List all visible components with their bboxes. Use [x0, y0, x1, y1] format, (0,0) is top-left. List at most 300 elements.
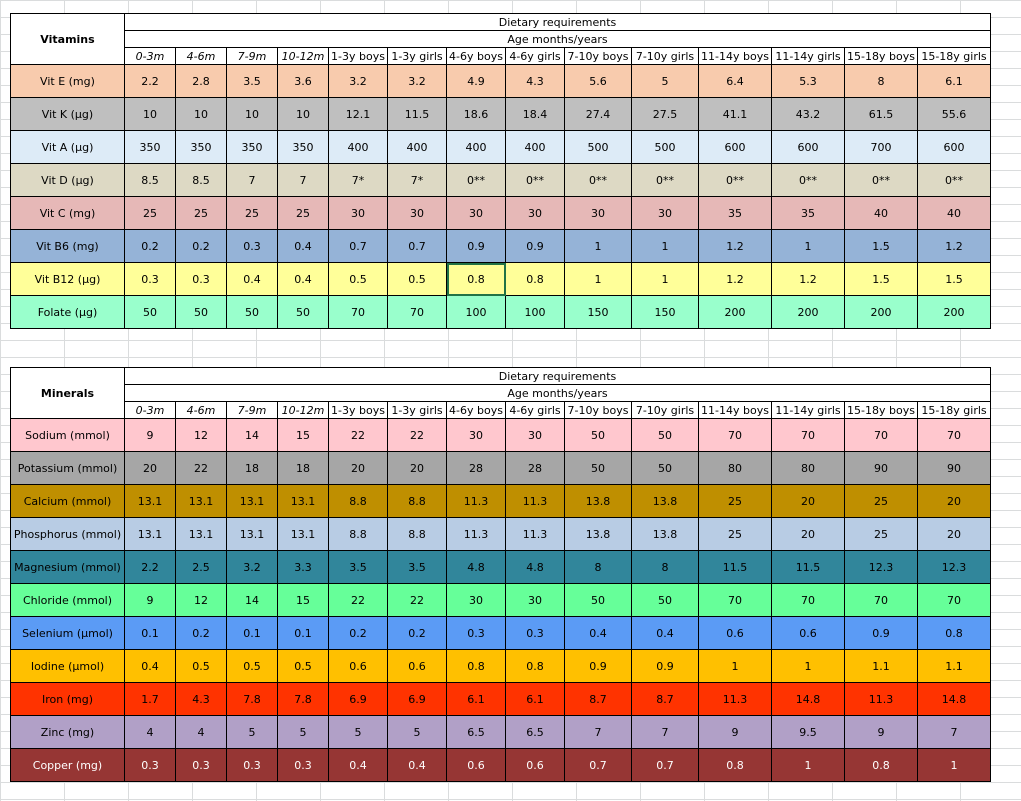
value-cell[interactable]: 0.4: [388, 749, 447, 782]
value-cell[interactable]: 7: [278, 164, 329, 197]
value-cell[interactable]: 30: [447, 584, 506, 617]
value-cell[interactable]: 3.2: [388, 65, 447, 98]
value-cell[interactable]: 50: [565, 452, 632, 485]
value-cell[interactable]: 8: [565, 551, 632, 584]
value-cell[interactable]: 0**: [772, 164, 845, 197]
value-cell[interactable]: 50: [632, 452, 699, 485]
value-cell[interactable]: 1.1: [845, 650, 918, 683]
value-cell[interactable]: 0.4: [227, 263, 278, 296]
row-label[interactable]: Phosphorus (mmol): [11, 518, 125, 551]
minerals-header[interactable]: Minerals: [11, 368, 125, 419]
value-cell[interactable]: 0**: [845, 164, 918, 197]
value-cell[interactable]: 4: [176, 716, 227, 749]
value-cell[interactable]: 150: [565, 296, 632, 329]
dietary-requirements-header[interactable]: Dietary requirements: [125, 14, 991, 31]
value-cell[interactable]: 90: [845, 452, 918, 485]
value-cell[interactable]: 8.7: [565, 683, 632, 716]
age-header[interactable]: Age months/years: [125, 385, 991, 402]
age-col-header[interactable]: 7-9m: [227, 402, 278, 419]
value-cell[interactable]: 4.8: [447, 551, 506, 584]
value-cell[interactable]: 13.1: [227, 518, 278, 551]
value-cell[interactable]: 1.7: [125, 683, 176, 716]
value-cell[interactable]: 7*: [329, 164, 388, 197]
row-label[interactable]: Vit C (mg): [11, 197, 125, 230]
value-cell[interactable]: 0.6: [447, 749, 506, 782]
value-cell[interactable]: 8: [632, 551, 699, 584]
row-label[interactable]: Calcium (mmol): [11, 485, 125, 518]
value-cell[interactable]: 7: [565, 716, 632, 749]
value-cell[interactable]: 0.4: [565, 617, 632, 650]
value-cell[interactable]: 15: [278, 584, 329, 617]
value-cell[interactable]: 7: [918, 716, 991, 749]
value-cell[interactable]: 0.2: [125, 230, 176, 263]
value-cell[interactable]: 30: [329, 197, 388, 230]
value-cell[interactable]: 5: [329, 716, 388, 749]
value-cell[interactable]: 70: [772, 584, 845, 617]
value-cell[interactable]: 15: [278, 419, 329, 452]
value-cell[interactable]: 0.9: [447, 230, 506, 263]
value-cell[interactable]: 1: [699, 650, 772, 683]
value-cell[interactable]: 0.8: [845, 749, 918, 782]
value-cell[interactable]: 11.5: [772, 551, 845, 584]
value-cell[interactable]: 100: [447, 296, 506, 329]
value-cell[interactable]: 22: [176, 452, 227, 485]
row-label[interactable]: Vit B6 (mg): [11, 230, 125, 263]
row-label[interactable]: Vit A (µg): [11, 131, 125, 164]
value-cell[interactable]: 0.8: [918, 617, 991, 650]
age-col-header[interactable]: 4-6y boys: [447, 402, 506, 419]
value-cell[interactable]: 30: [506, 419, 565, 452]
value-cell[interactable]: 22: [388, 419, 447, 452]
value-cell[interactable]: 50: [227, 296, 278, 329]
value-cell[interactable]: 5: [632, 65, 699, 98]
row-label[interactable]: Iodine (µmol): [11, 650, 125, 683]
value-cell[interactable]: 2.2: [125, 65, 176, 98]
value-cell[interactable]: 30: [565, 197, 632, 230]
value-cell[interactable]: 0.1: [278, 617, 329, 650]
value-cell[interactable]: 22: [329, 584, 388, 617]
value-cell[interactable]: 13.1: [125, 518, 176, 551]
value-cell[interactable]: 350: [176, 131, 227, 164]
age-col-header[interactable]: 11-14y boys: [699, 402, 772, 419]
value-cell[interactable]: 5.6: [565, 65, 632, 98]
row-label[interactable]: Copper (mg): [11, 749, 125, 782]
value-cell[interactable]: 50: [632, 419, 699, 452]
value-cell[interactable]: 14.8: [918, 683, 991, 716]
value-cell[interactable]: 25: [125, 197, 176, 230]
value-cell[interactable]: 6.1: [918, 65, 991, 98]
value-cell[interactable]: 700: [845, 131, 918, 164]
value-cell[interactable]: 0.8: [506, 263, 565, 296]
value-cell[interactable]: 0**: [918, 164, 991, 197]
value-cell[interactable]: 61.5: [845, 98, 918, 131]
age-col-header[interactable]: 7-10y boys: [565, 48, 632, 65]
age-col-header[interactable]: 4-6y girls: [506, 402, 565, 419]
value-cell[interactable]: 28: [447, 452, 506, 485]
value-cell[interactable]: 30: [388, 197, 447, 230]
value-cell[interactable]: 20: [918, 518, 991, 551]
value-cell[interactable]: 0.4: [329, 749, 388, 782]
value-cell[interactable]: 5: [227, 716, 278, 749]
value-cell[interactable]: 200: [845, 296, 918, 329]
value-cell[interactable]: 43.2: [772, 98, 845, 131]
value-cell[interactable]: 25: [227, 197, 278, 230]
value-cell[interactable]: 400: [329, 131, 388, 164]
row-label[interactable]: Folate (µg): [11, 296, 125, 329]
age-col-header[interactable]: 15-18y girls: [918, 48, 991, 65]
value-cell[interactable]: 13.1: [278, 485, 329, 518]
age-col-header[interactable]: 10-12m: [278, 48, 329, 65]
value-cell[interactable]: 3.6: [278, 65, 329, 98]
value-cell[interactable]: 0.6: [388, 650, 447, 683]
value-cell[interactable]: 1.1: [918, 650, 991, 683]
value-cell[interactable]: 50: [565, 584, 632, 617]
value-cell[interactable]: 0.6: [772, 617, 845, 650]
row-label[interactable]: Vit D (µg): [11, 164, 125, 197]
value-cell[interactable]: 200: [699, 296, 772, 329]
value-cell[interactable]: 0.3: [227, 749, 278, 782]
age-col-header[interactable]: 4-6m: [176, 48, 227, 65]
row-label[interactable]: Chloride (mmol): [11, 584, 125, 617]
value-cell[interactable]: 70: [845, 419, 918, 452]
row-label[interactable]: Vit E (mg): [11, 65, 125, 98]
value-cell[interactable]: 150: [632, 296, 699, 329]
value-cell[interactable]: 0.3: [176, 749, 227, 782]
dietary-requirements-header[interactable]: Dietary requirements: [125, 368, 991, 385]
value-cell[interactable]: 1.2: [772, 263, 845, 296]
value-cell[interactable]: 25: [845, 518, 918, 551]
age-col-header[interactable]: 0-3m: [125, 402, 176, 419]
value-cell[interactable]: 40: [845, 197, 918, 230]
value-cell[interactable]: 0.7: [388, 230, 447, 263]
value-cell[interactable]: 0.3: [176, 263, 227, 296]
value-cell[interactable]: 3.3: [278, 551, 329, 584]
value-cell[interactable]: 1.5: [918, 263, 991, 296]
value-cell[interactable]: 8: [845, 65, 918, 98]
value-cell[interactable]: 100: [506, 296, 565, 329]
value-cell[interactable]: 41.1: [699, 98, 772, 131]
value-cell[interactable]: 3.5: [329, 551, 388, 584]
value-cell[interactable]: 12: [176, 419, 227, 452]
value-cell[interactable]: 0.6: [699, 617, 772, 650]
value-cell[interactable]: 6.9: [329, 683, 388, 716]
value-cell[interactable]: 25: [845, 485, 918, 518]
value-cell[interactable]: 70: [918, 584, 991, 617]
value-cell[interactable]: 12.3: [918, 551, 991, 584]
value-cell[interactable]: 0.8: [447, 650, 506, 683]
age-col-header[interactable]: 1-3y boys: [329, 402, 388, 419]
value-cell[interactable]: 50: [632, 584, 699, 617]
value-cell[interactable]: 11.3: [447, 485, 506, 518]
value-cell[interactable]: 40: [918, 197, 991, 230]
value-cell[interactable]: 4.9: [447, 65, 506, 98]
value-cell[interactable]: 6.1: [447, 683, 506, 716]
value-cell[interactable]: 70: [388, 296, 447, 329]
value-cell[interactable]: 0.6: [329, 650, 388, 683]
value-cell[interactable]: 50: [176, 296, 227, 329]
value-cell[interactable]: 22: [329, 419, 388, 452]
value-cell[interactable]: 0.7: [329, 230, 388, 263]
value-cell[interactable]: 9: [845, 716, 918, 749]
value-cell[interactable]: 30: [447, 197, 506, 230]
value-cell[interactable]: 50: [278, 296, 329, 329]
value-cell[interactable]: 50: [565, 419, 632, 452]
value-cell[interactable]: 7: [632, 716, 699, 749]
value-cell[interactable]: 11.3: [506, 485, 565, 518]
value-cell[interactable]: 12.1: [329, 98, 388, 131]
row-label[interactable]: Sodium (mmol): [11, 419, 125, 452]
selected-cell[interactable]: 0.8: [447, 263, 506, 296]
age-col-header[interactable]: 4-6m: [176, 402, 227, 419]
value-cell[interactable]: 500: [632, 131, 699, 164]
value-cell[interactable]: 0.4: [632, 617, 699, 650]
value-cell[interactable]: 0.2: [329, 617, 388, 650]
value-cell[interactable]: 1: [772, 650, 845, 683]
value-cell[interactable]: 8.8: [329, 485, 388, 518]
value-cell[interactable]: 1: [772, 230, 845, 263]
value-cell[interactable]: 30: [506, 197, 565, 230]
value-cell[interactable]: 0.3: [125, 263, 176, 296]
value-cell[interactable]: 0.5: [176, 650, 227, 683]
row-label[interactable]: Vit K (µg): [11, 98, 125, 131]
value-cell[interactable]: 0.5: [278, 650, 329, 683]
value-cell[interactable]: 10: [125, 98, 176, 131]
value-cell[interactable]: 2.5: [176, 551, 227, 584]
value-cell[interactable]: 1: [565, 263, 632, 296]
row-label[interactable]: Vit B12 (µg): [11, 263, 125, 296]
value-cell[interactable]: 90: [918, 452, 991, 485]
value-cell[interactable]: 30: [632, 197, 699, 230]
age-header[interactable]: Age months/years: [125, 31, 991, 48]
value-cell[interactable]: 0.4: [278, 230, 329, 263]
value-cell[interactable]: 8.8: [388, 518, 447, 551]
value-cell[interactable]: 20: [125, 452, 176, 485]
value-cell[interactable]: 0.7: [565, 749, 632, 782]
row-label[interactable]: Selenium (µmol): [11, 617, 125, 650]
value-cell[interactable]: 14: [227, 584, 278, 617]
value-cell[interactable]: 25: [176, 197, 227, 230]
value-cell[interactable]: 8.8: [388, 485, 447, 518]
value-cell[interactable]: 0.3: [506, 617, 565, 650]
value-cell[interactable]: 13.1: [227, 485, 278, 518]
value-cell[interactable]: 400: [506, 131, 565, 164]
value-cell[interactable]: 12: [176, 584, 227, 617]
value-cell[interactable]: 22: [388, 584, 447, 617]
value-cell[interactable]: 0.2: [176, 617, 227, 650]
value-cell[interactable]: 600: [772, 131, 845, 164]
value-cell[interactable]: 3.2: [329, 65, 388, 98]
value-cell[interactable]: 70: [845, 584, 918, 617]
value-cell[interactable]: 600: [918, 131, 991, 164]
value-cell[interactable]: 0**: [565, 164, 632, 197]
age-col-header[interactable]: 0-3m: [125, 48, 176, 65]
value-cell[interactable]: 8.7: [632, 683, 699, 716]
value-cell[interactable]: 55.6: [918, 98, 991, 131]
value-cell[interactable]: 5: [388, 716, 447, 749]
value-cell[interactable]: 11.5: [388, 98, 447, 131]
value-cell[interactable]: 11.3: [506, 518, 565, 551]
age-col-header[interactable]: 11-14y girls: [772, 402, 845, 419]
value-cell[interactable]: 11.5: [699, 551, 772, 584]
value-cell[interactable]: 4: [125, 716, 176, 749]
value-cell[interactable]: 6.4: [699, 65, 772, 98]
age-col-header[interactable]: 15-18y girls: [918, 402, 991, 419]
row-label[interactable]: Zinc (mg): [11, 716, 125, 749]
value-cell[interactable]: 9: [699, 716, 772, 749]
value-cell[interactable]: 4.8: [506, 551, 565, 584]
value-cell[interactable]: 4.3: [506, 65, 565, 98]
value-cell[interactable]: 1: [632, 230, 699, 263]
value-cell[interactable]: 1.5: [845, 230, 918, 263]
age-col-header[interactable]: 11-14y boys: [699, 48, 772, 65]
age-col-header[interactable]: 10-12m: [278, 402, 329, 419]
value-cell[interactable]: 200: [918, 296, 991, 329]
value-cell[interactable]: 0.9: [565, 650, 632, 683]
value-cell[interactable]: 6.1: [506, 683, 565, 716]
age-col-header[interactable]: 15-18y boys: [845, 402, 918, 419]
value-cell[interactable]: 0.4: [125, 650, 176, 683]
value-cell[interactable]: 0**: [699, 164, 772, 197]
value-cell[interactable]: 13.1: [125, 485, 176, 518]
value-cell[interactable]: 25: [699, 518, 772, 551]
value-cell[interactable]: 4.3: [176, 683, 227, 716]
value-cell[interactable]: 80: [699, 452, 772, 485]
age-col-header[interactable]: 11-14y girls: [772, 48, 845, 65]
value-cell[interactable]: 9: [125, 419, 176, 452]
value-cell[interactable]: 0.3: [227, 230, 278, 263]
value-cell[interactable]: 0.2: [388, 617, 447, 650]
value-cell[interactable]: 20: [329, 452, 388, 485]
value-cell[interactable]: 35: [699, 197, 772, 230]
value-cell[interactable]: 6.5: [506, 716, 565, 749]
value-cell[interactable]: 70: [699, 584, 772, 617]
value-cell[interactable]: 8.5: [176, 164, 227, 197]
value-cell[interactable]: 8.8: [329, 518, 388, 551]
value-cell[interactable]: 18: [278, 452, 329, 485]
value-cell[interactable]: 1: [565, 230, 632, 263]
value-cell[interactable]: 0.5: [388, 263, 447, 296]
value-cell[interactable]: 0.4: [278, 263, 329, 296]
value-cell[interactable]: 27.5: [632, 98, 699, 131]
value-cell[interactable]: 27.4: [565, 98, 632, 131]
value-cell[interactable]: 8.5: [125, 164, 176, 197]
value-cell[interactable]: 30: [506, 584, 565, 617]
value-cell[interactable]: 0.1: [227, 617, 278, 650]
value-cell[interactable]: 6.5: [447, 716, 506, 749]
value-cell[interactable]: 20: [772, 518, 845, 551]
value-cell[interactable]: 18.4: [506, 98, 565, 131]
value-cell[interactable]: 18.6: [447, 98, 506, 131]
value-cell[interactable]: 70: [918, 419, 991, 452]
value-cell[interactable]: 25: [278, 197, 329, 230]
value-cell[interactable]: 400: [447, 131, 506, 164]
value-cell[interactable]: 1.2: [699, 230, 772, 263]
value-cell[interactable]: 5.3: [772, 65, 845, 98]
value-cell[interactable]: 20: [388, 452, 447, 485]
value-cell[interactable]: 70: [329, 296, 388, 329]
value-cell[interactable]: 10: [278, 98, 329, 131]
value-cell[interactable]: 350: [125, 131, 176, 164]
value-cell[interactable]: 0.9: [845, 617, 918, 650]
value-cell[interactable]: 600: [699, 131, 772, 164]
value-cell[interactable]: 7.8: [227, 683, 278, 716]
value-cell[interactable]: 11.3: [699, 683, 772, 716]
value-cell[interactable]: 10: [176, 98, 227, 131]
value-cell[interactable]: 0.1: [125, 617, 176, 650]
value-cell[interactable]: 5: [278, 716, 329, 749]
value-cell[interactable]: 14: [227, 419, 278, 452]
age-col-header[interactable]: 4-6y boys: [447, 48, 506, 65]
value-cell[interactable]: 12.3: [845, 551, 918, 584]
vitamins-header[interactable]: Vitamins: [11, 14, 125, 65]
value-cell[interactable]: 13.1: [278, 518, 329, 551]
value-cell[interactable]: 3.5: [227, 65, 278, 98]
value-cell[interactable]: 1: [632, 263, 699, 296]
value-cell[interactable]: 7: [227, 164, 278, 197]
row-label[interactable]: Magnesium (mmol): [11, 551, 125, 584]
value-cell[interactable]: 11.3: [845, 683, 918, 716]
value-cell[interactable]: 9: [125, 584, 176, 617]
age-col-header[interactable]: 1-3y girls: [388, 48, 447, 65]
value-cell[interactable]: 9.5: [772, 716, 845, 749]
value-cell[interactable]: 0.8: [699, 749, 772, 782]
value-cell[interactable]: 13.8: [632, 485, 699, 518]
age-col-header[interactable]: 4-6y girls: [506, 48, 565, 65]
value-cell[interactable]: 35: [772, 197, 845, 230]
value-cell[interactable]: 2.2: [125, 551, 176, 584]
value-cell[interactable]: 0.8: [506, 650, 565, 683]
value-cell[interactable]: 3.2: [227, 551, 278, 584]
value-cell[interactable]: 14.8: [772, 683, 845, 716]
value-cell[interactable]: 350: [227, 131, 278, 164]
value-cell[interactable]: 0**: [506, 164, 565, 197]
value-cell[interactable]: 400: [388, 131, 447, 164]
value-cell[interactable]: 80: [772, 452, 845, 485]
value-cell[interactable]: 0.3: [125, 749, 176, 782]
value-cell[interactable]: 0.3: [447, 617, 506, 650]
value-cell[interactable]: 1: [918, 749, 991, 782]
value-cell[interactable]: 1.5: [845, 263, 918, 296]
value-cell[interactable]: 0.5: [227, 650, 278, 683]
value-cell[interactable]: 7.8: [278, 683, 329, 716]
age-col-header[interactable]: 7-10y boys: [565, 402, 632, 419]
value-cell[interactable]: 1.2: [699, 263, 772, 296]
value-cell[interactable]: 0**: [632, 164, 699, 197]
value-cell[interactable]: 13.8: [632, 518, 699, 551]
value-cell[interactable]: 28: [506, 452, 565, 485]
age-col-header[interactable]: 1-3y girls: [388, 402, 447, 419]
value-cell[interactable]: 70: [772, 419, 845, 452]
age-col-header[interactable]: 1-3y boys: [329, 48, 388, 65]
value-cell[interactable]: 1.2: [918, 230, 991, 263]
age-col-header[interactable]: 15-18y boys: [845, 48, 918, 65]
value-cell[interactable]: 13.8: [565, 518, 632, 551]
value-cell[interactable]: 70: [699, 419, 772, 452]
value-cell[interactable]: 0.7: [632, 749, 699, 782]
value-cell[interactable]: 13.8: [565, 485, 632, 518]
value-cell[interactable]: 18: [227, 452, 278, 485]
value-cell[interactable]: 0.9: [632, 650, 699, 683]
value-cell[interactable]: 20: [918, 485, 991, 518]
value-cell[interactable]: 13.1: [176, 485, 227, 518]
value-cell[interactable]: 0.3: [278, 749, 329, 782]
value-cell[interactable]: 30: [447, 419, 506, 452]
value-cell[interactable]: 500: [565, 131, 632, 164]
age-col-header[interactable]: 7-10y girls: [632, 48, 699, 65]
value-cell[interactable]: 2.8: [176, 65, 227, 98]
value-cell[interactable]: 50: [125, 296, 176, 329]
value-cell[interactable]: 20: [772, 485, 845, 518]
